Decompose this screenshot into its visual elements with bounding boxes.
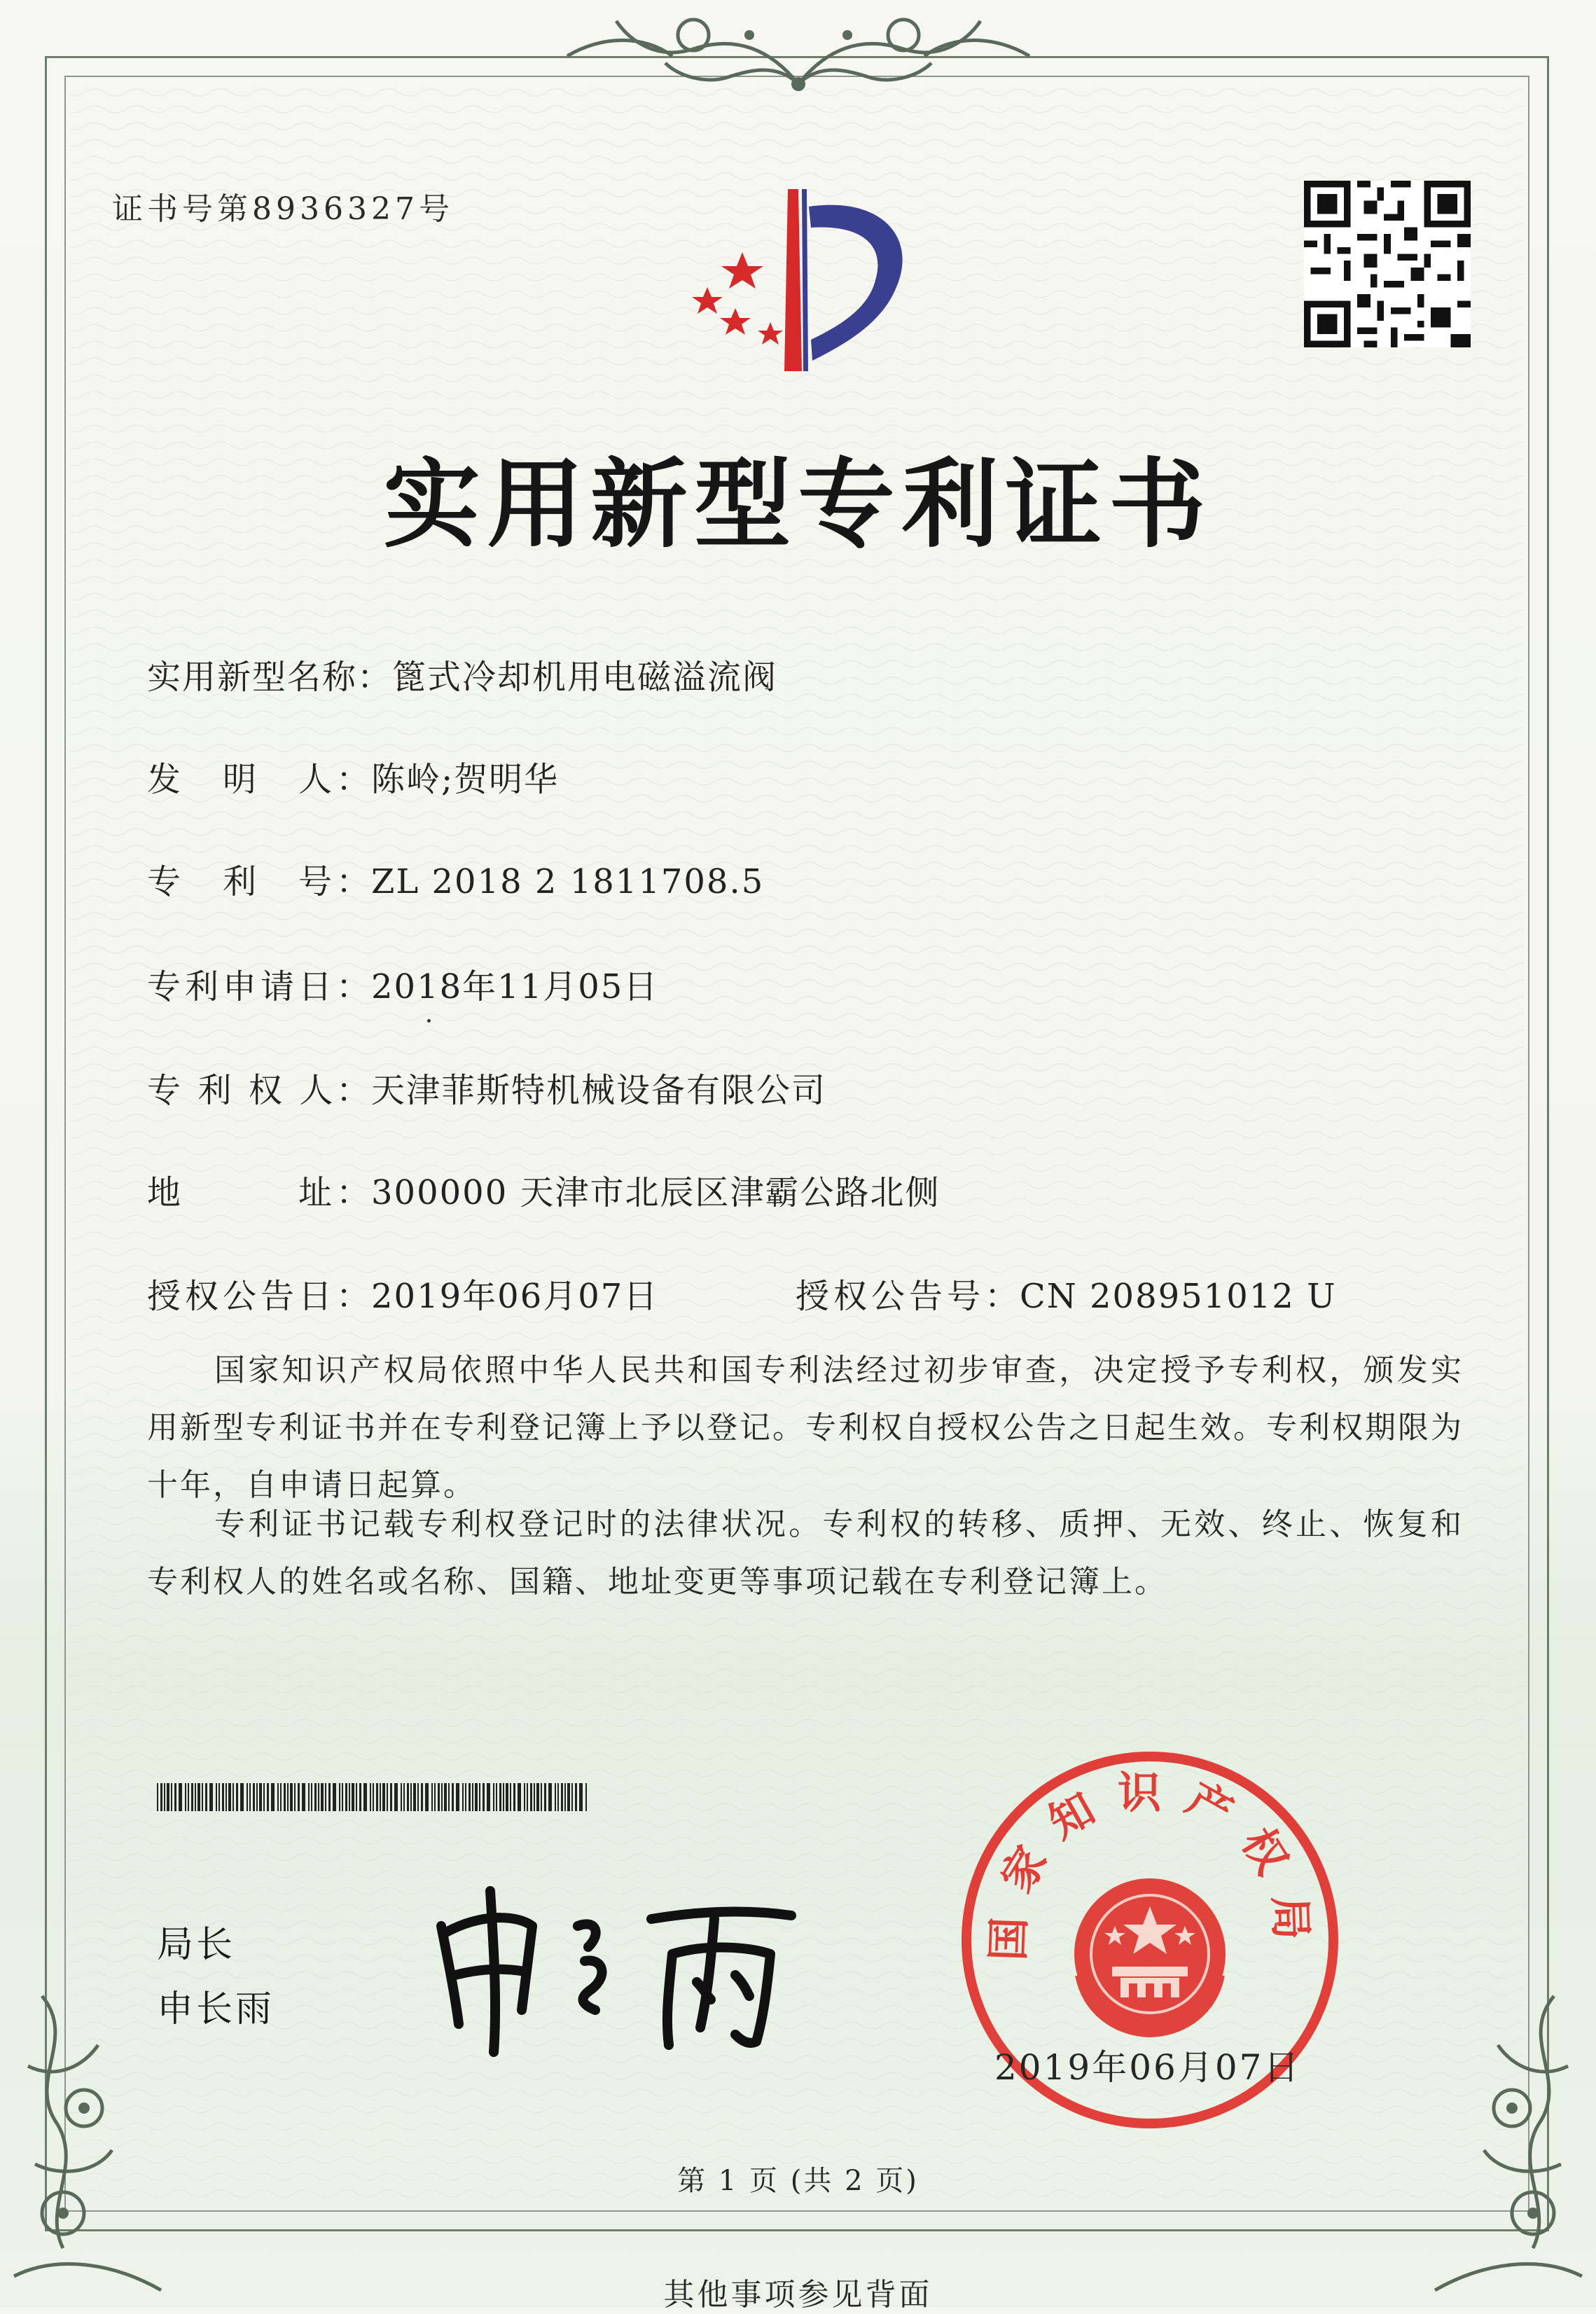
field-address [147, 1165, 941, 1214]
director-name: 申长雨 [157, 1988, 275, 2030]
seal-date: 2019年06月07日 [994, 2047, 1301, 2088]
director-signature [427, 1877, 819, 2059]
field-value: 2019年06月07日 [371, 1277, 659, 1316]
field-utility-model-name [147, 650, 777, 698]
certificate-number: 证书号第8936327号 [112, 191, 454, 227]
field-value: 2018年11月05日 [371, 967, 659, 1006]
certificate-title: 实用新型专利证书 [383, 447, 1213, 561]
body-paragraph-1: 国家知识产权局依照中华人民共和国专利法经过初步审查，决定授予专利权，颁发实用新型专利证书并在专利登记簿上予以登记。专利权自授权公告之日起生效。专利权期限为十年，自申请日起算。 [147, 1352, 1464, 1503]
field-value: 陈岭;贺明华 [371, 760, 560, 799]
patent-office-logo-icon [658, 175, 938, 385]
director-title: 局长 [157, 1924, 236, 1966]
field-grant-announcement-number [796, 1269, 1337, 1317]
ink-dot [427, 1019, 431, 1023]
page-number: 第 1 页 (共 2 页) [677, 2165, 919, 2197]
field-value: 天津菲斯特机械设备有限公司 [371, 1071, 827, 1110]
footer-note: 其他事项参见背面 [663, 2277, 933, 2313]
field-label: 地 址： [147, 1173, 371, 1212]
field-value: CN 208951012 U [1020, 1277, 1337, 1316]
field-label: 发 明 人： [147, 760, 371, 799]
bottom-right-corner-ornament-icon [1414, 1982, 1596, 2304]
field-label: 专利申请日： [147, 967, 371, 1006]
seal-text: 国家知识产权局 [982, 1766, 1318, 1962]
body-paragraph-2: 专利证书记载专利权登记时的法律状况。专利权的转移、质押、无效、终止、恢复和专利权人的姓名或名称、国籍、地址变更等事项记载在专利登记簿上。 [147, 1506, 1464, 1600]
top-ornament-icon [539, 7, 1057, 98]
field-application-date [147, 959, 658, 1008]
field-value: ZL 2018 2 1811708.5 [371, 862, 765, 901]
field-label: 专 利 号： [147, 862, 371, 901]
field-grant-announcement-date [147, 1269, 658, 1317]
barcode-icon [157, 1783, 591, 1811]
field-label: 专 利 权 人： [147, 1071, 371, 1110]
field-patentee [147, 1063, 826, 1111]
field-label: 实用新型名称： [147, 658, 393, 697]
field-value: 篦式冷却机用电磁溢流阀 [392, 658, 778, 697]
field-label: 授权公告日： [147, 1277, 371, 1316]
field-inventor [147, 752, 559, 801]
field-patent-number [147, 854, 764, 903]
bottom-left-corner-ornament-icon [0, 1982, 182, 2304]
field-label: 授权公告号： [796, 1277, 1020, 1316]
field-value: 300000 天津市北辰区津霸公路北侧 [371, 1173, 941, 1212]
qr-code-icon [1304, 181, 1471, 347]
